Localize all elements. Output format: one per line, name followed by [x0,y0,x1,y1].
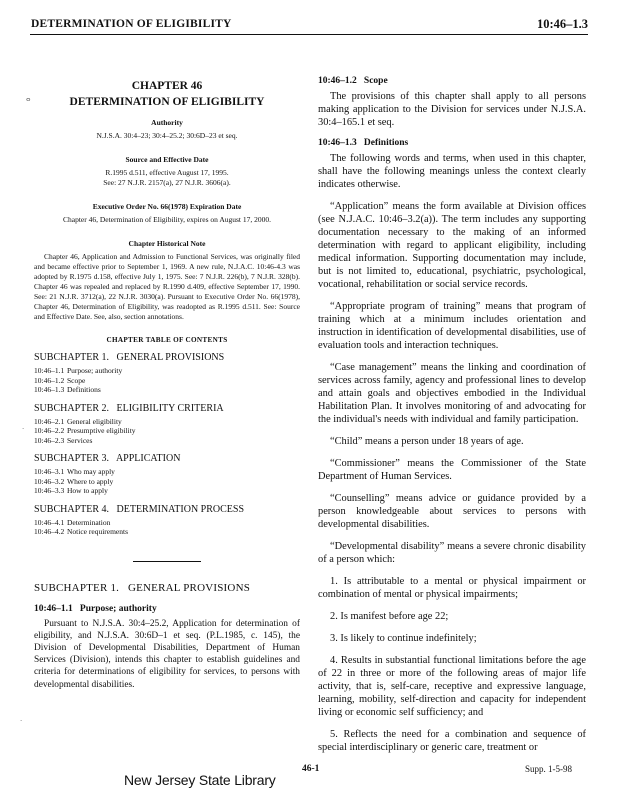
criteria-item: 5. Reflects the need for a combination and sequence of special interdisciplinary or generic care, treatment or [318,729,586,753]
toc-entry: 10:46–2.1 General eligibility [34,416,122,426]
section-divider [133,561,201,562]
chapter-number: CHAPTER 46 [131,80,203,92]
definition-case-management: “Case management” means the linking and coordination of services across family, agency and professional lines to develop and attain goals and objectives embodied in the Individual Habilitation Plan. It involves monitoring of and advocating for the individual's needs with individual and family participation. [318,362,586,425]
section-1-2-heading: 10:46–1.2 Scope [318,76,388,86]
criteria-item: 1. Is attributable to a mental or physical impairment or combination of mental or physical impairments; [318,576,586,600]
definitions-intro: The following words and terms, when used in this chapter, shall have the following meanings unless the context clearly indicates otherwise. [318,153,586,190]
toc-entry: 10:46–3.3 How to apply [34,486,108,495]
authority-heading: Authority [151,118,183,127]
toc-subchapter-2: SUBCHAPTER 2. ELIGIBILITY CRITERIA [34,402,224,414]
toc-heading: CHAPTER TABLE OF CONTENTS [106,336,228,344]
section-1-1-heading: 10:46–1.1 Purpose; authority [34,603,157,614]
chapter-title: DETERMINATION OF ELIGIBILITY [69,96,265,108]
executive-order-heading: Executive Order No. 66(1978) Expiration Date [92,202,242,211]
executive-order-text: Chapter 46, Determination of Eligibility, expires on August 17, 2000. [62,215,272,224]
left-column [34,76,300,699]
source-heading: Source and Effective Date [125,155,209,164]
definition-child: “Child” means a person under 18 years of age. [330,436,524,447]
subchapter-1-heading: SUBCHAPTER 1. GENERAL PROVISIONS [34,581,251,594]
definition-application: “Application” means the form available at Division offices (see N.J.A.C. 10:46–3.2(a)). The term includes any supporting documentation necessary to the making of an informed determination with regard to applicant eligibility, including medical information. Supporting documentation may include, but is not limited to, educational, psychiatric, psychological, vocational, rehabilitation or social service records. [318,201,586,290]
toc-entry: 10:46–1.1 Purpose; authority [34,366,123,375]
source-text-2: See: 27 N.J.R. 2157(a), 27 N.J.R. 3606(a). [103,178,231,187]
margin-mark: ⴰ [26,95,31,103]
margin-mark: · [20,717,23,725]
header-rule [30,34,588,35]
definition-appropriate-program: “Appropriate program of training” means that program of training which at a minimum includes orientation and instruction in identification of developmental disabilities, use of evaluation tools and interaction techniques. [318,301,586,351]
section-1-3-heading: 10:46–1.3 Definitions [318,138,409,148]
toc-entry: 10:46–3.1 Who may apply [34,467,115,476]
definition-developmental-disability: “Developmental disability” means a severe chronic disability of a person which: [318,541,586,565]
criteria-item: 2. Is manifest before age 22; [330,611,449,622]
section-1-1-text: Pursuant to N.J.S.A. 30:4–25.2, Application for determination of eligibility, and N.J.S.A. 30:6D–1 et seq. (P.L.1985, c. 145), the Division of Developmental Disabilities, Department of Human Services (Division), intends this chapter to establish guidelines and criteria for determinations of eligibility for services, to persons with developmental disabilities. [34,618,300,690]
right-column [318,76,586,763]
toc-subchapter-3: SUBCHAPTER 3. APPLICATION [34,453,181,464]
margin-mark: · [22,425,25,433]
section-1-2-text: The provisions of this chapter shall apply to all persons making application to the Division for services under N.J.S.A. 30:4–165.1 et seq. [318,91,586,128]
definition-commissioner: “Commissioner” means the Commissioner of the State Department of Human Services. [318,458,586,482]
toc-entry: 10:46–2.2 Presumptive eligibility [34,426,136,435]
toc-subchapter-4-list [34,518,300,537]
authority-text: N.J.S.A. 30:4–23; 30:4–25.2; 30:6D–23 et seq. [96,131,238,140]
source-text-1: R.1995 d.511, effective August 17, 1995. [105,168,229,177]
page-number: 46-1 [302,764,320,774]
criteria-item: 3. Is likely to continue indefinitely; [330,633,477,644]
criteria-item: 4. Results in substantial functional limitations before the age of 22 in three or more of the following areas of major life activity, that is, self-care, receptive and expressive language, learning, mobility, self-direction and capacity for independent living or economic self sufficiency; and [318,655,586,718]
toc-subchapter-1: SUBCHAPTER 1. GENERAL PROVISIONS [34,352,225,363]
toc-entry: 10:46–3.2 Where to apply [34,476,114,486]
supplement-date: Supp. 1-5-98 [525,764,572,774]
running-header-section: 10:46–1.3 [536,17,588,31]
historical-note-heading: Chapter Historical Note [128,239,206,248]
toc-entry: 10:46–1.3 Definitions [34,385,101,394]
toc-entry: 10:46–4.2 Notice requirements [34,527,129,536]
toc-subchapter-3-list [34,467,300,496]
toc-entry: 10:46–2.3 Services [34,435,93,445]
toc-subchapter-1-list [34,366,300,395]
toc-subchapter-2-list [34,417,300,446]
running-header-title: DETERMINATION OF ELIGIBILITY [31,18,232,30]
historical-note-text: Chapter 46, Application and Admission to Functional Services, was originally filed and became effective prior to September 1, 1969. A new rule, N.J.A.C. 10:46-4.3 was adopted by R.1975 d.158, effective July 1, 1975. See: 7 N.J.R. 226(b), 7 N.J.R. 328(b). Chapter 46 was repealed and replaced by R.1990 d.409, effective September 17, 1990. See: 21 N.J.R. 3712(a), 22 N.J.R. 3030(a). Pursuant to Executive Order No. 66(1978), Chapter 46, Determination of Eligibility, was readopted as R.1995 d.511. See: Source and Effective Date. See, also, section annotations. [34,252,300,321]
definition-counselling: “Counselling” means advice or guidance provided by a person knowledgeable about services to persons with developmental disabilities. [318,493,586,530]
toc-entry: 10:46–1.2 Scope [34,375,86,385]
toc-entry: 10:46–4.1 Determination [34,517,111,527]
toc-subchapter-4: SUBCHAPTER 4. DETERMINATION PROCESS [34,503,245,515]
library-stamp: New Jersey State Library [124,772,276,788]
